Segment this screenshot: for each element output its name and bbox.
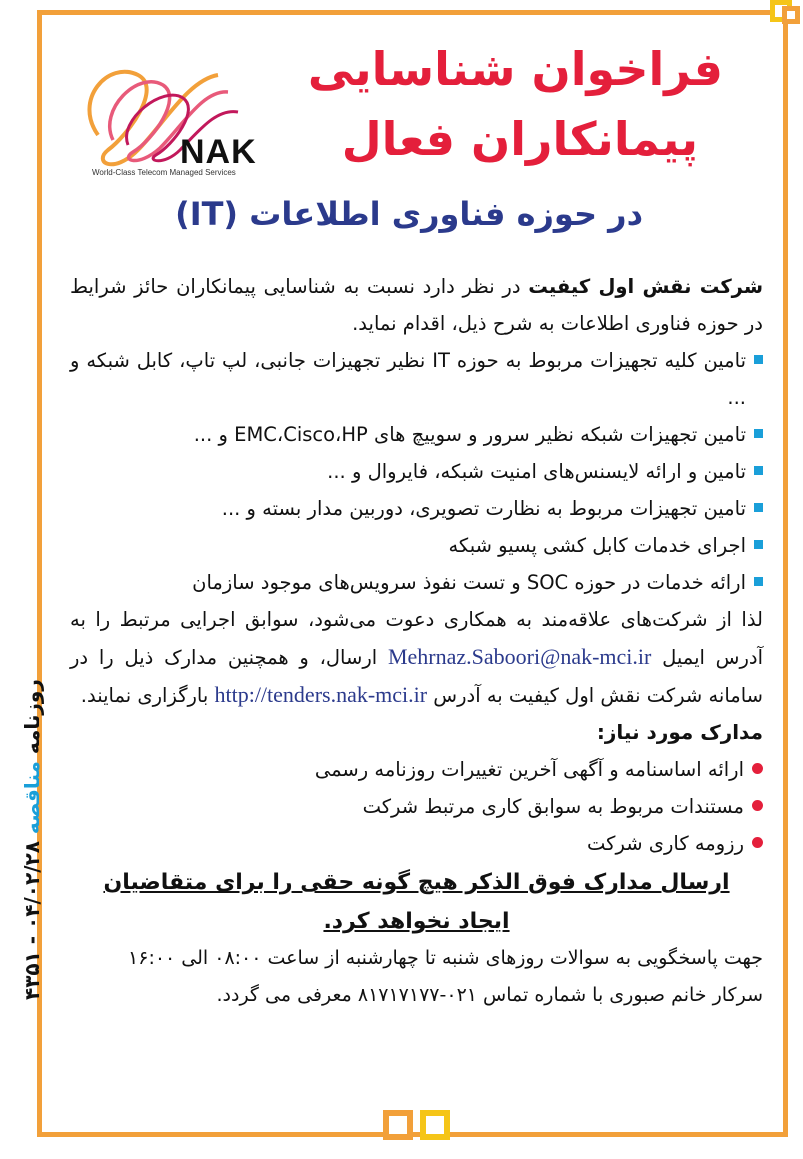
intro-text: در نظر دارد نسبت به شناسایی پیمانکاران — [176, 275, 529, 298]
bullet-square-icon — [754, 540, 763, 549]
bullet-square-icon — [754, 503, 763, 512]
service-item: تامین و ارائه لایسنس‌های امنیت شبکه، فایروال و ... — [70, 453, 763, 490]
logo-tagline: World-Class Telecom Managed Services — [92, 168, 236, 177]
requirement-item: ارائه اساسنامه و آگهی آخرین تغییرات روزنامه رسمی — [70, 751, 763, 788]
page-title-line2: پیمانکاران فعال — [341, 112, 698, 166]
requirement-item: رزومه کاری شرکت — [70, 825, 763, 862]
logo-name: NAK — [180, 133, 257, 171]
bullet-square-icon — [754, 577, 763, 586]
notice-line-2: ایجاد نخواهد کرد. — [323, 909, 510, 934]
notice-line-1: ارسال مدارک فوق الذکر هیچ گونه حقی را برای متقاضیان — [103, 870, 730, 895]
footer-line-1: جهت پاسخگویی به سوالات روزهای شنبه تا چهارشنبه از ساعت ۰۸:۰۰ الی ۱۶:۰۰ — [128, 947, 763, 969]
email-link[interactable]: Mehrnaz.Saboori@nak-mci.ir — [387, 644, 652, 669]
bullet-square-icon — [754, 466, 763, 475]
side-label: روزنامه — [20, 679, 44, 755]
intro-paragraph — [70, 268, 763, 342]
bullet-square-icon — [754, 429, 763, 438]
tenders-link[interactable]: http://tenders.nak-mci.ir — [214, 682, 428, 707]
service-item: ارائه خدمات در حوزه SOC و تست نفوذ سرویس‌های موجود سازمان — [70, 564, 763, 601]
service-item: تامین کلیه تجهیزات مربوط به حوزه IT نظیر تجهیزات جانبی، لپ تاپ، کابل شبکه و ... — [70, 342, 763, 416]
footer-line-2: سرکار خانم صبوری با شماره تماس ۰۲۱-۸۱۷۱۷۱۷۷ معرفی می گردد. — [216, 984, 763, 1006]
corner-square-orange — [782, 6, 800, 24]
side-issue: ۰۴/۰۲/۲۸ - ۴۳۵۱ — [20, 841, 44, 1000]
side-brand: مناقصه — [20, 761, 44, 835]
service-item: تامین تجهیزات شبکه نظیر سرور و سوییچ های EMC،Cisco،HP و ... — [70, 416, 763, 453]
service-item: اجرای خدمات کابل کشی پسیو شبکه — [70, 527, 763, 564]
page-subtitle: در حوزه فناوری اطلاعات (IT) — [175, 195, 643, 233]
bullet-square-icon — [754, 355, 763, 364]
bottom-square-yellow — [420, 1110, 450, 1140]
company-name: شرکت نقش اول کیفیت — [528, 275, 763, 298]
requirements-title: مدارک مورد نیاز: — [596, 720, 763, 744]
bullet-dot-icon — [752, 837, 763, 848]
bottom-square-orange — [383, 1110, 413, 1140]
invite-paragraph: لذا از شرکت‌های علاقه‌مند به همکاری دعوت می‌شود، سوابق اجرایی مرتبط را به آدرس ایمیل Mehrnaz.Saboori@nak-mci.ir ارسال، و همچنین مدارک ذیل را در سامانه شرکت نقش اول کیفیت به آدرس http://tenders.nak-mci.ir بارگزاری نمایند. — [70, 608, 764, 707]
service-item: تامین تجهیزات مربوط به نظارت تصویری، دوربین مدار بسته و ... — [70, 490, 763, 527]
announcement-body — [70, 268, 763, 1014]
bullet-dot-icon — [752, 763, 763, 774]
intro-text-2: حائز شرایط در حوزه فناوری اطلاعات به شرح ذیل، اقدام نماید. — [70, 275, 763, 335]
requirement-item: مستندات مربوط به سوابق کاری مرتبط شرکت — [70, 788, 763, 825]
page-title: فراخوان شناسایی — [307, 42, 723, 96]
bullet-dot-icon — [752, 800, 763, 811]
side-newspaper-date — [20, 679, 44, 1000]
